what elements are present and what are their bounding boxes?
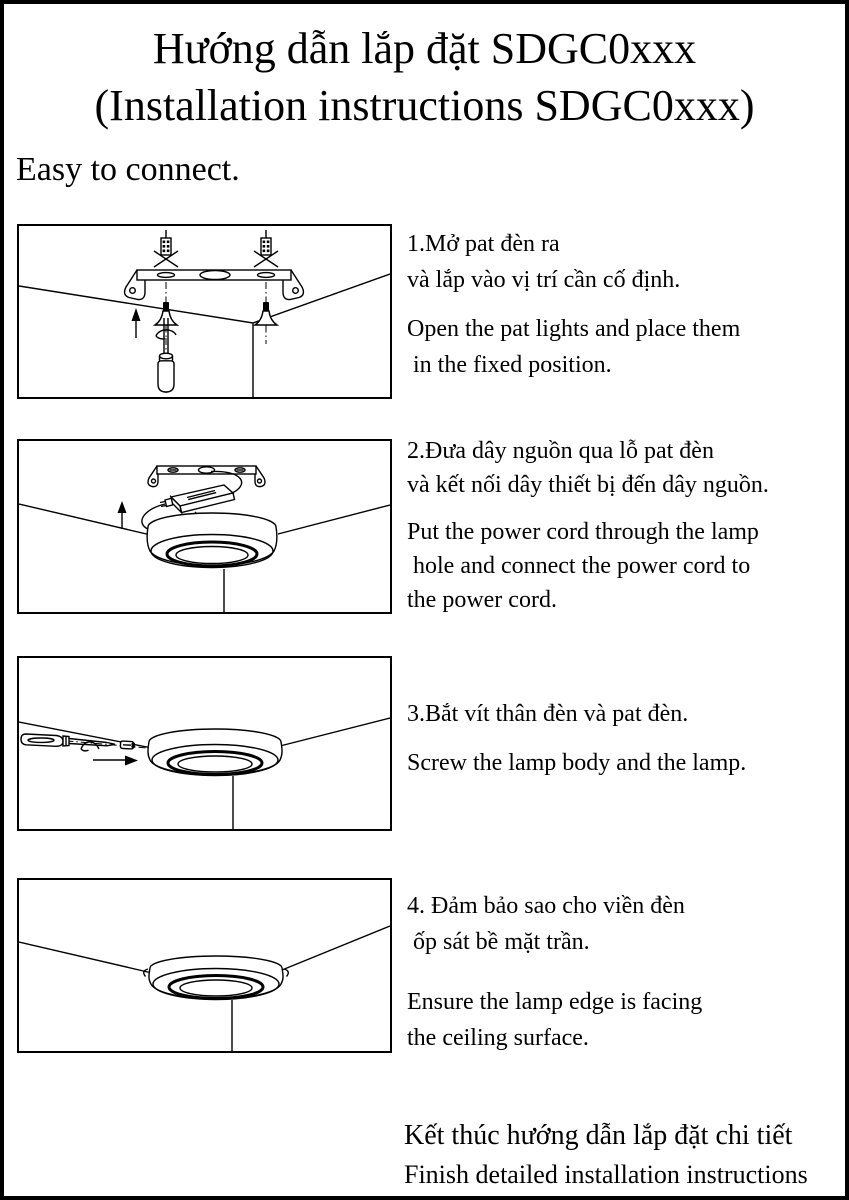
step3-vn-line1: 3.Bắt vít thân đèn và pat đèn. xyxy=(407,701,689,727)
step1-drawing xyxy=(19,226,390,397)
step4-vn-line1: 4. Đảm bảo sao cho viền đèn xyxy=(407,893,685,919)
closing-note-vietnamese: Kết thúc hướng dẫn lắp đặt chi tiết xyxy=(404,1120,793,1151)
driver-box xyxy=(160,485,235,513)
wall-anchor-icon xyxy=(154,230,178,267)
step4-english xyxy=(407,984,849,1056)
step2-en-line3: the power cord. xyxy=(407,587,557,613)
step4-drawing xyxy=(19,880,390,1051)
step4-vietnamese xyxy=(407,888,849,960)
title-vietnamese: Hướng dẫn lắp đặt SDGC0xxx xyxy=(152,24,697,73)
right-arrow-icon xyxy=(93,756,138,766)
screw-icon xyxy=(120,741,135,749)
step2-en-line2: hole and connect the power cord to xyxy=(407,553,751,579)
step2-text xyxy=(407,434,849,617)
wall-anchor-icon xyxy=(254,230,278,267)
step2-english xyxy=(407,515,849,617)
subtitle: Easy to connect. xyxy=(16,151,240,188)
step2-drawing xyxy=(19,441,390,612)
mounting-bracket xyxy=(148,466,265,487)
step4-text xyxy=(407,888,849,1056)
step2-diagram xyxy=(17,439,392,614)
step3-drawing xyxy=(19,658,390,829)
step3-en-line1: Screw the lamp body and the lamp. xyxy=(407,750,747,776)
ceiling-lamp xyxy=(147,513,277,568)
ceiling-lamp xyxy=(144,956,289,1000)
closing-note-english: Finish detailed installation instructions xyxy=(404,1160,808,1189)
screwdriver-icon xyxy=(156,318,176,395)
step1-diagram xyxy=(17,224,392,399)
step1-en-line1: Open the pat lights and place them xyxy=(407,316,741,342)
step2-vn-line2: và kết nối dây thiết bị đến dây nguồn. xyxy=(407,472,769,498)
title-english: (Installation instructions SDGC0xxx) xyxy=(94,81,755,130)
ceiling-corner xyxy=(19,274,390,397)
step1-english xyxy=(407,311,849,383)
step3-vietnamese xyxy=(407,696,849,732)
step2-vietnamese xyxy=(407,434,849,502)
step4-diagram xyxy=(17,878,392,1053)
step1-en-line2: in the fixed position. xyxy=(407,352,612,378)
step4-vn-line2: ốp sát bề mặt trần. xyxy=(407,929,590,955)
mounting-bracket xyxy=(125,270,304,300)
screw-icon xyxy=(255,282,277,344)
step1-vn-line2: và lắp vào vị trí cần cố định. xyxy=(407,267,681,293)
step3-diagram xyxy=(17,656,392,831)
step1-text xyxy=(407,226,849,383)
up-arrow-icon xyxy=(118,501,127,529)
step1-vn-line1: 1.Mở pat đèn ra xyxy=(407,231,560,257)
step4-en-line1: Ensure the lamp edge is facing xyxy=(407,989,703,1015)
closing-note xyxy=(404,1116,808,1194)
page-title xyxy=(4,20,845,134)
up-arrow-icon xyxy=(132,308,141,338)
step2-en-line1: Put the power cord through the lamp xyxy=(407,519,759,545)
ceiling-lamp xyxy=(148,729,282,776)
step4-en-line2: the ceiling surface. xyxy=(407,1025,589,1051)
step2-vn-line1: 2.Đưa dây nguồn qua lỗ pat đèn xyxy=(407,438,714,464)
step3-english xyxy=(407,745,849,781)
step3-text xyxy=(407,696,849,781)
step1-vietnamese xyxy=(407,226,849,298)
